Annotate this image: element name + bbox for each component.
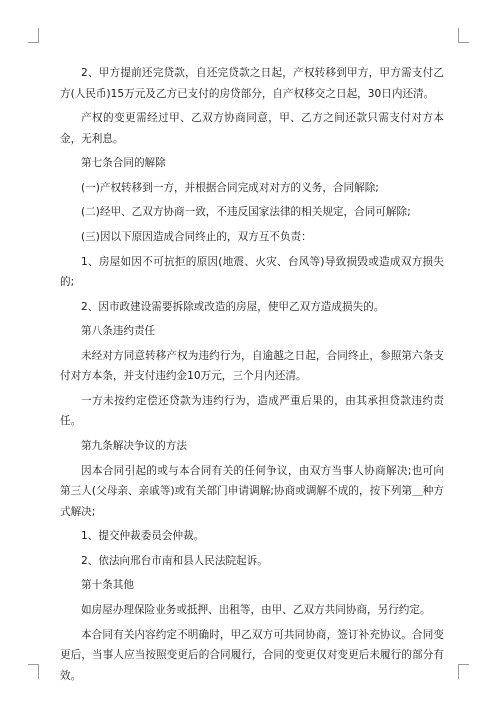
- crop-mark-bottom-right: [458, 664, 469, 679]
- crop-mark-bottom-left: [28, 664, 39, 679]
- clause-termination-2: (二)经甲、乙双方协商一致，不违反国家法律的相关规定，合同可解除;: [81, 206, 411, 219]
- paragraph-disputes: 因本合同引起的或与本合同有关的任何争议，由双方当事人协商解决;也可向第三人(父母亲、亲戚等)或有关部门申请调解;协商或调解不成的，按下列第＿种方式解决;: [60, 464, 444, 518]
- list-item-arbitration: 1、提交仲裁委员会仲裁。: [81, 530, 205, 543]
- paragraph-breach-transfer: 未经对方同意转移产权为违约行为，自逾越之日起，合同终止，参照第六条支付对方本条，并支付违约金10万元，三个月内还清。: [60, 349, 444, 383]
- list-item-court: 2、依法向邢台市南和县人民法院起诉。: [81, 554, 268, 567]
- paragraph-title-change: 产权的变更需经过甲、乙双方协商同意，甲、乙方之间还款只需支付对方本金，无利息。: [60, 112, 444, 145]
- clause-termination-3: (三)因以下原因造成合同终止的，双方互不负责：: [81, 230, 312, 243]
- document-body: [60, 63, 444, 690]
- crop-mark-top-left: [28, 28, 39, 43]
- section-heading-other: 第十条其他: [81, 579, 134, 592]
- crop-mark-top-right: [458, 28, 469, 43]
- paragraph-breach-loan: 一方未按约定偿还贷款为违约行为，造成严重后果的，由其承担贷款违约责任。: [60, 394, 444, 428]
- list-item-force-majeure: 1、房屋如因不可抗拒的原因(地震、火灾、台风等)导致损毁或造成双方损失的;: [60, 255, 444, 289]
- paragraph-supplement: 本合同有关内容约定不明确时，甲乙双方可共同协商，签订补充协议。合同变更后，当事人应当按照变更后的合同履行，合同的变更仅对变更后未履行的部分有效。: [60, 628, 444, 682]
- section-heading-breach: 第八条违约责任: [81, 325, 156, 338]
- section-heading-disputes: 第九条解决争议的方法: [81, 440, 187, 453]
- section-heading-termination: 第七条合同的解除: [81, 157, 166, 170]
- paragraph-early-repayment: 2、甲方提前还完贷款，自还完贷款之日起，产权转移到甲方，甲方需支付乙方(人民币)15万元及乙方已支付的房贷部分，自产权移交之日起，30日内还清。: [60, 67, 444, 100]
- paragraph-insurance: 如房屋办理保险业务或抵押、出租等，由甲、乙双方共同协商，另行约定。: [81, 604, 431, 616]
- list-item-demolition: 2、因市政建设需要拆除或改造的房屋，使甲乙双方造成损失的。: [81, 300, 385, 313]
- clause-termination-1: (一)产权转移到一方，并根据合同完成对对方的义务，合同解除;: [81, 181, 379, 194]
